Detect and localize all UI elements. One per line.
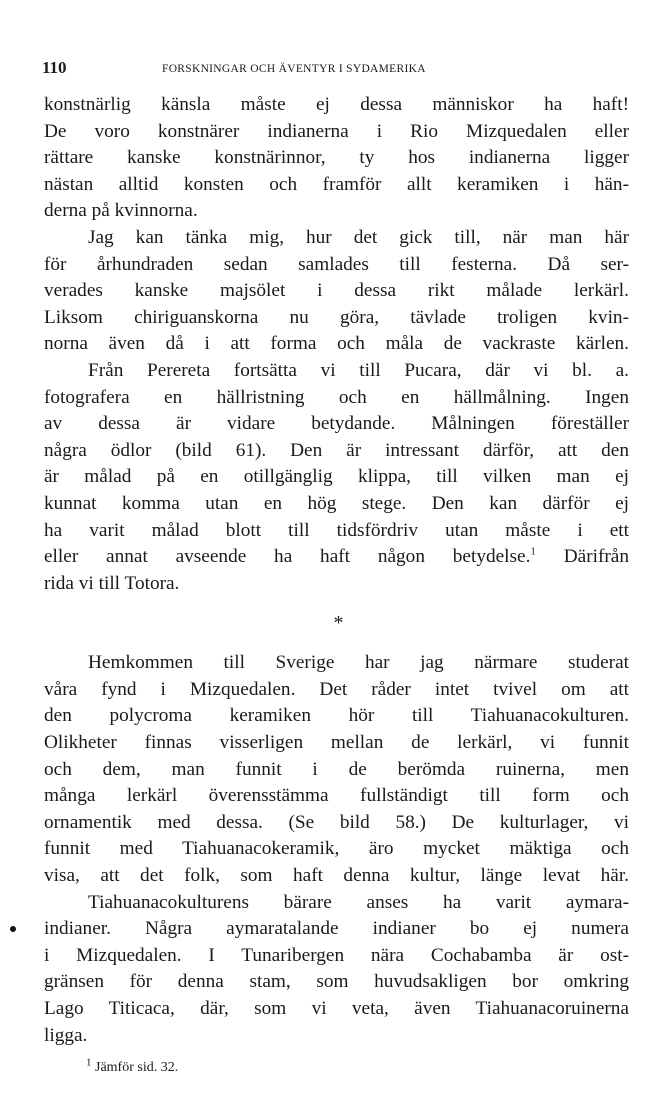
text-line: några ödlor (bild 61). Den är intressant därför, att den bbox=[44, 439, 629, 461]
asterisk-divider: * bbox=[333, 612, 344, 635]
text-line: och dem, man funnit i de berömda ruinerna, men bbox=[44, 758, 629, 780]
footnote bbox=[86, 1056, 179, 1076]
text-line: våra fynd i Mizquedalen. Det råder intet tvivel om att bbox=[44, 678, 629, 700]
text-line: derna på kvinnorna. bbox=[44, 200, 198, 222]
page-header bbox=[42, 58, 632, 82]
text-line: fotografera en hällristning och en hällmålning. Ingen bbox=[44, 386, 629, 408]
text-line: De voro konstnärer indianerna i Rio Mizquedalen eller bbox=[44, 120, 629, 142]
text-line: Tiahuanacokulturens bärare anses ha varit aymara- bbox=[88, 891, 629, 913]
text-line: nästan alltid konsten och framför allt keramiken i hän- bbox=[44, 173, 629, 195]
text-line: i Mizquedalen. I Tunaribergen nära Cochabamba är ost- bbox=[44, 944, 629, 966]
text-segment: eller annat avseende ha haft någon betydelse. bbox=[44, 546, 531, 568]
text-line: ha varit målad blott till tidsfördriv utan måste i ett bbox=[44, 519, 629, 541]
text-line: verades kanske majsölet i dessa rikt målade lerkärl. bbox=[44, 280, 629, 302]
text-line: Från Perereta fortsätta vi till Pucara, där vi bl. a. bbox=[88, 359, 629, 381]
text-line: ornamentik med dessa. (Se bild 58.) De kulturlager, vi bbox=[44, 811, 629, 833]
footnote-reference[interactable]: 1 bbox=[530, 545, 536, 558]
text-line: visa, att det folk, som haft denna kultur, länge levat här. bbox=[44, 865, 629, 887]
margin-ink-dot bbox=[10, 926, 16, 932]
body-text bbox=[44, 92, 629, 1049]
text-line: rättare kanske konstnärinnor, ty hos indianerna ligger bbox=[44, 147, 629, 169]
text-line: många lerkärl överensstämma fullständigt till form och bbox=[44, 785, 629, 807]
text-line: Liksom chiriguanskorna nu göra, tävlade troligen kvin- bbox=[44, 306, 629, 328]
text-line: den polycroma keramiken hör till Tiahuanacokulturen. bbox=[44, 705, 629, 727]
text-line: Hemkommen till Sverige har jag närmare studerat bbox=[88, 652, 629, 674]
text-line: ligga. bbox=[44, 1024, 88, 1046]
text-segment: Därifrån bbox=[535, 546, 629, 568]
text-line: Jag kan tänka mig, hur det gick till, när man här bbox=[88, 226, 629, 248]
running-head: FORSKNINGAR OCH ÄVENTYR I SYDAMERIKA bbox=[162, 63, 426, 75]
text-line: funnit med Tiahuanacokeramik, äro mycket mäktiga och bbox=[44, 838, 629, 860]
page-number: 110 bbox=[42, 58, 67, 77]
text-line-with-footnote bbox=[44, 544, 629, 571]
text-line: rida vi till Totora. bbox=[44, 572, 180, 594]
footnote-text: Jämför sid. 32. bbox=[95, 1060, 179, 1075]
text-line: är målad på en otillgänglig klippa, till vilken man ej bbox=[44, 466, 629, 488]
text-line: norna även då i att forma och måla de vackraste kärlen. bbox=[44, 333, 629, 355]
text-line: konstnärlig känsla måste ej dessa människor ha haft! bbox=[44, 94, 629, 115]
text-line: Olikheter finnas visserligen mellan de lerkärl, vi funnit bbox=[44, 732, 629, 754]
text-line: gränsen för denna stam, som huvudsakligen bor omkring bbox=[44, 971, 629, 993]
text-line: av dessa är vidare betydande. Målningen föreställer bbox=[44, 413, 629, 435]
text-line: kunnat komma utan en hög stege. Den kan därför ej bbox=[44, 492, 629, 514]
section-divider bbox=[44, 597, 629, 650]
footnote-marker: 1 bbox=[86, 1056, 92, 1069]
text-line: Lago Titicaca, där, som vi veta, även Tiahuanacoruinerna bbox=[44, 998, 629, 1019]
text-line: för århundraden sedan samlades till festerna. Då ser- bbox=[44, 253, 629, 275]
text-line: indianer. Några aymaratalande indianer bo ej numera bbox=[44, 918, 629, 940]
